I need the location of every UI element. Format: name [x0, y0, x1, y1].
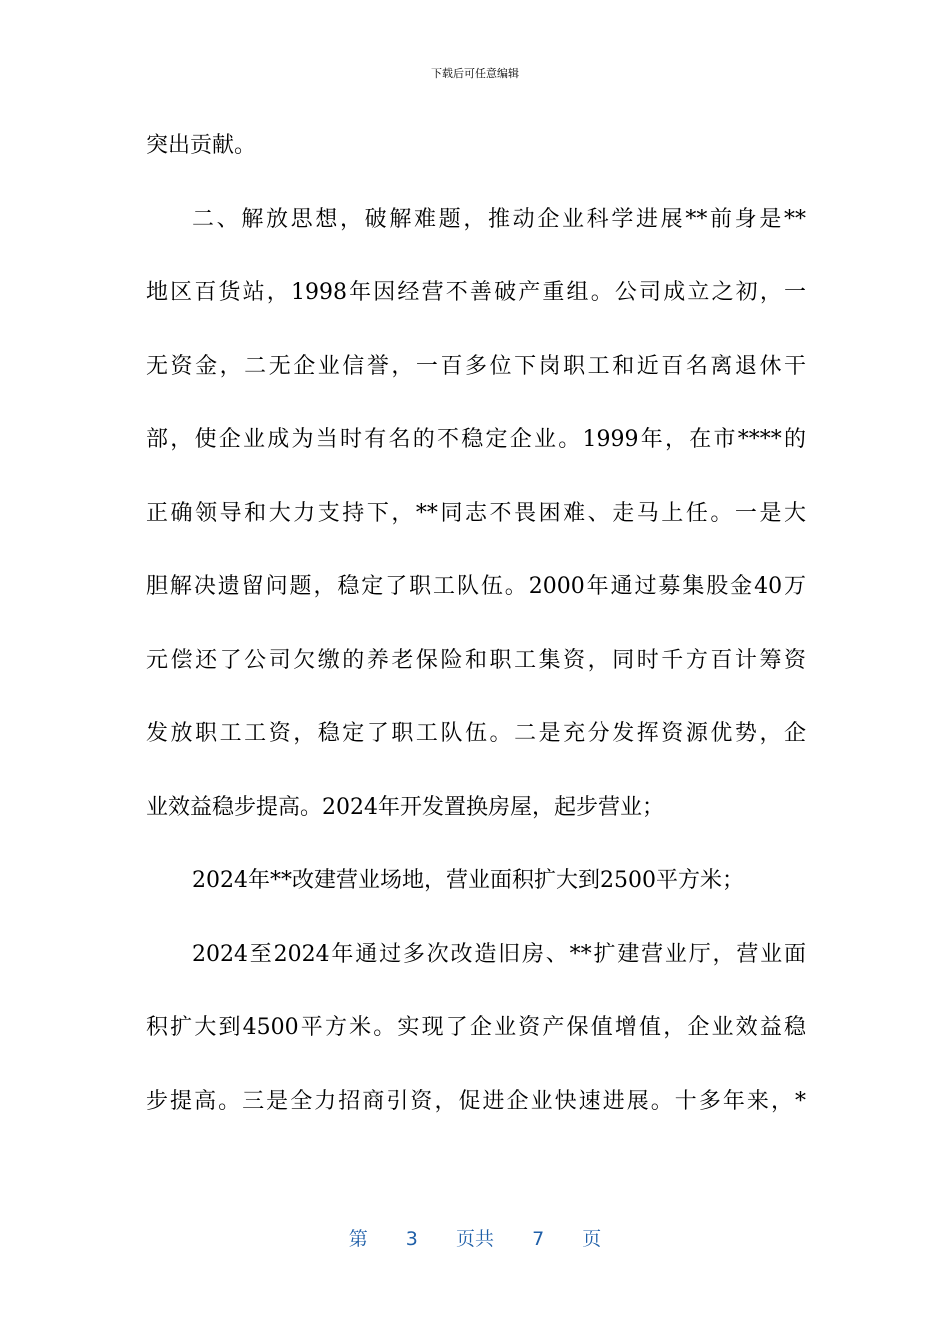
text-line-1: 突出贡献。 [146, 133, 257, 158]
text-line-9: 发放职工工资，稳定了职工队伍。二是充分发挥资源优势，企 [146, 721, 806, 746]
page-footer [0, 1226, 950, 1252]
text-line-13: 积扩大到4500平方米。实现了企业资产保值增值，企业效益稳 [146, 1015, 806, 1040]
footer-suffix: 页 [582, 1228, 602, 1250]
footer-prefix: 第 [348, 1228, 368, 1250]
page-header-note: 下载后可任意编辑 [431, 67, 519, 80]
text-line-6: 正确领导和大力支持下，**同志不畏困难、走马上任。一是大 [146, 500, 806, 526]
document-body [146, 120, 806, 1149]
footer-middle: 页共 [455, 1228, 494, 1250]
text-line-2: 二、解放思想，破解难题，推动企业科学进展**前身是** [192, 206, 806, 232]
text-line-8: 元偿还了公司欠缴的养老保险和职工集资，同时千方百计筹资 [146, 647, 806, 673]
text-line-3: 地区百货站，1998年因经营不善破产重组。公司成立之初，一 [146, 280, 806, 305]
text-line-5: 部，使企业成为当时有名的不稳定企业。1999年，在市****的 [146, 427, 806, 452]
text-line-14: 步提高。三是全力招商引资，促进企业快速进展。十多年来，* [146, 1088, 806, 1114]
text-line-4: 无资金，二无企业信誉，一百多位下岗职工和近百名离退休干 [146, 353, 806, 379]
footer-page-number: 3 [405, 1228, 418, 1250]
footer-page-total: 7 [532, 1228, 545, 1250]
text-line-12: 2024至2024年通过多次改造旧房、**扩建营业厅，营业面 [192, 941, 806, 967]
text-line-7: 胆解决遗留问题，稳定了职工队伍。2000年通过募集股金40万 [146, 574, 806, 599]
text-line-10: 业效益稳步提高。2024年开发置换房屋，起步营业； [146, 794, 664, 820]
text-line-11: 2024年**改建营业场地，营业面积扩大到2500平方米； [192, 868, 744, 893]
